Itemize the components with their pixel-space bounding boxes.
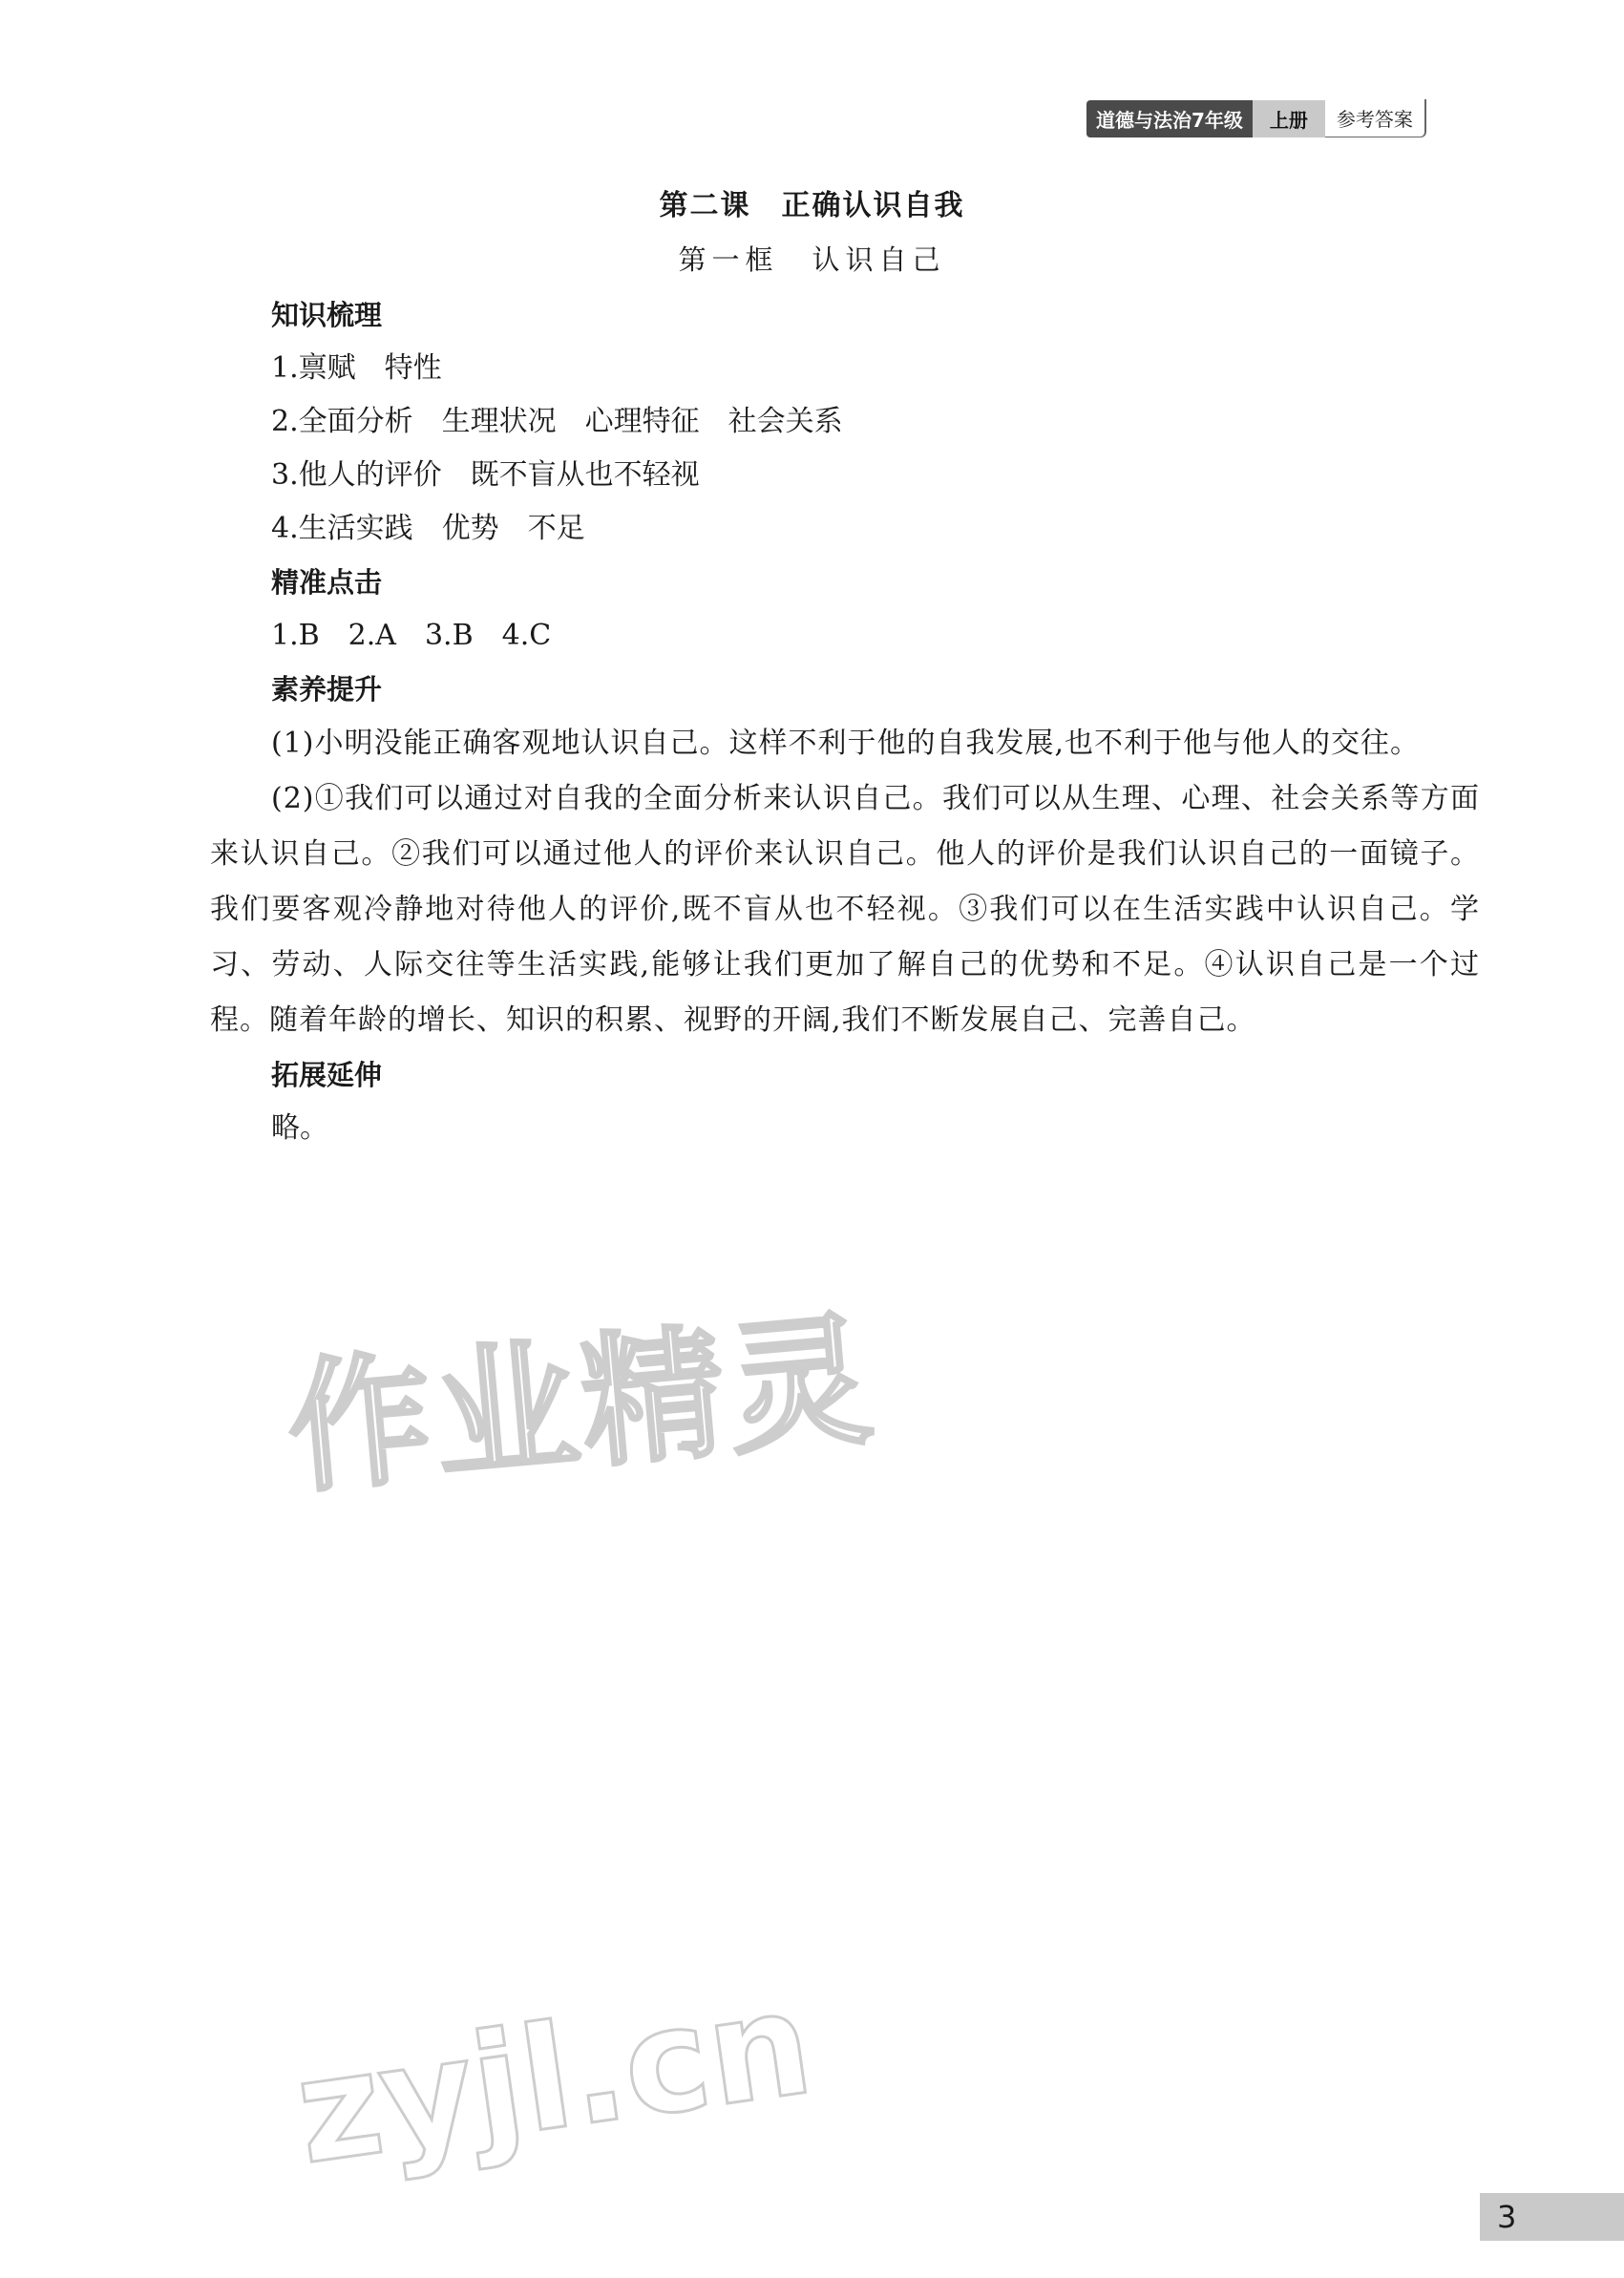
header-volume: 上册 <box>1253 100 1325 137</box>
section-title: 第一框 认识自己 <box>678 243 946 276</box>
improve-answer-1: (1)小明没能正确客观地认识自己。这样不利于他的自我发展,也不利于他与他人的交往。 <box>271 727 1421 760</box>
header-bar <box>1086 101 1426 136</box>
knowledge-item: 3.他人的评价 既不盲从也不轻视 <box>271 458 700 492</box>
page-number: 3 <box>1480 2193 1624 2241</box>
extension-text: 略。 <box>271 1111 328 1145</box>
watermark-logo-text: 作业精灵 <box>281 1297 882 1514</box>
answer-content <box>210 288 1480 1155</box>
improve-answer-2: (2)①我们可以通过对自我的全面分析来认识自己。我们可以从生理、心理、社会关系等方面来认识自己。②我们可以通过他人的评价来认识自己。他人的评价是我们认识自己的一面镜子。我们要客观冷静地对待他人的评价,既不盲从也不轻视。③我们可以在生活实践中认识自己。学习、劳动、人际交往等生活实践,能够让我们更加了解自己的优势和不足。④认识自己是一个过程。随着年龄的增长、知识的积累、视野的开阔,我们不断发展自己、完善自己。 <box>210 782 1480 1037</box>
header-subject: 道德与法治7年级 <box>1086 100 1253 137</box>
extension-heading: 拓展延伸 <box>271 1059 383 1091</box>
lesson-title: 第二课 正确认识自我 <box>659 189 965 222</box>
knowledge-item: 4.生活实践 优势 不足 <box>271 512 585 545</box>
knowledge-heading: 知识梳理 <box>271 299 383 331</box>
practice-heading: 精准点击 <box>271 566 383 599</box>
watermark-url: zyjl.cn <box>286 1960 822 2197</box>
practice-answers: 1.B 2.A 3.B 4.C <box>271 619 552 652</box>
knowledge-item: 1.禀赋 特性 <box>271 351 442 385</box>
knowledge-item: 2.全面分析 生理状况 心理特征 社会关系 <box>271 405 843 438</box>
improve-heading: 素养提升 <box>271 673 383 706</box>
header-section: 参考答案 <box>1325 99 1426 137</box>
